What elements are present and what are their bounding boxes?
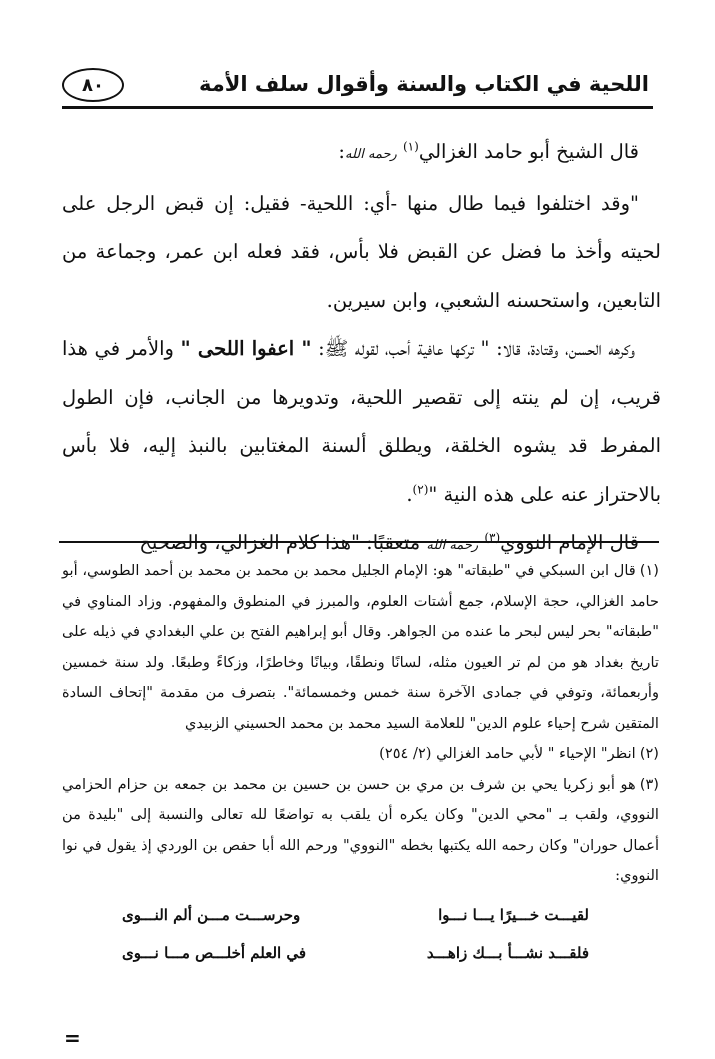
footnote-text: انظر" الإحياء " لأبي حامد الغزالي (٢/ ٢٥٤) (379, 745, 636, 762)
footnote-3 (62, 770, 659, 892)
page-number: ٨٠ (62, 68, 124, 102)
paragraph-4-text-cont: متعقبًا: "هذا كلام الغزالي، والصحيح (139, 531, 427, 554)
poem (62, 896, 659, 972)
paragraph-1-text: قال الشيخ أبو حامد الغزالي (418, 140, 639, 163)
paragraph-3-text-cont: والأمر في هذا قريب، إن لم ينته إلى تقصير اللحية، وتدويرها من الجانب، فإن الطول المفرط قد يشوه الخلقة، ويطلق ألسنة المغتابين بالنبذ إليه، فلا بأس بالاحتراز عنه على هذه النية " (62, 337, 661, 506)
poem-hemistich-right: فلقـــد نشـــأ بـــك زاهـــد (426, 943, 589, 962)
footnote-separator (59, 541, 659, 543)
main-text (62, 128, 661, 571)
footnote-ref-3: (٣) (484, 530, 501, 545)
paragraph-3 (62, 325, 661, 519)
honorific: رحمه الله (426, 538, 479, 553)
poem-verse (62, 934, 659, 972)
paragraph-4-text: قال الإمام النووي (500, 531, 639, 554)
honorific: رحمه الله (345, 147, 397, 162)
poem-hemistich-right: لقيـــت خـــيرًا يـــا نـــوا (438, 905, 589, 924)
poem-hemistich-left: وحرســـت مـــن ألم النـــوى (122, 905, 301, 924)
page-header (62, 66, 653, 112)
paragraph-1-tail: : (338, 140, 345, 163)
poem-verse (62, 896, 659, 934)
footnote-1 (62, 556, 659, 739)
footnote-ref-2: (٢) (412, 482, 429, 496)
paragraph-2: "وقد اختلفوا فيما طال منها -أي: اللحية- فقيل: إن قبض الرجل على لحيته وأخذ ما فضل عن القبض فلا بأس، فقد فعله ابن عمر، وجماعة من التابعين، واستحسنه الشعبي، وابن سيرين. (62, 191, 661, 312)
hadith-quote: " اعفوا اللحى " (180, 337, 312, 360)
footnote-text: قال ابن السبكي في "طبقاته" هو: الإمام الجليل محمد بن محمد بن محمد بن أحمد الطوسي، أبو حامد الغزالي، حجة الإسلام، جمع أشتات العلوم، والمبرز في المنطوق والمفهوم. وزاد المناوي في "طبقاته" بحر ليس لبحر ما عنده من الجواهر. وقال أبو إبراهيم الفتح بن علي البغدادي في ذيله على تاريخ بغداد هو من لم تر العيون مثله، لسانًا ونطقًا، وبيانًا وخاطرًا، وزكاءً وطبعًا. ولد سنة خمسين وأربعمائة، وتوفي في جمادى الآخرة سنة خمس وخمسمائة". بتصرف من مقدمة "إتحاف السادة المتقين شرح إحياء علوم الدين" للعلامة السيد محمد بن محمد الحسيني الزبيدي (62, 562, 659, 732)
footnote-number: (٣) (639, 775, 659, 793)
poem-hemistich-left: في العلم أخلـــص مـــا نـــوى (122, 943, 307, 962)
continuation-mark: = (64, 1026, 81, 1050)
running-title: اللحية في الكتاب والسنة وأقوال سلف الأمة (198, 72, 649, 96)
footnote-2 (62, 739, 659, 770)
paragraph-1 (62, 128, 661, 180)
footnotes (62, 556, 659, 972)
footnote-number: (١) (639, 562, 659, 579)
header-rule (62, 106, 653, 109)
footnote-text: هو أبو زكريا يحي بن شرف بن مري بن حسن بن حسين بن محمد بن جمعه بن حزام الحزامي النووي، ولقب بـ "محي الدين" وكان يكره أن يلقب به تواضعًا لله تعالى والنسبة إلى "بليدة من أعمال حوران" وكان رحمه الله يكتبها بخطه "النووي" ورحم الله أبا حفص بن الوردي إذ يقول في نوا النووي: (62, 775, 659, 884)
paragraph-3-text: وكرهه الحسن، وقتادة، قالا: " تركها عافية أحب، لقوله ﷺ: (311, 337, 636, 360)
paragraph-3-tail: . (406, 482, 413, 506)
footnote-ref-1: (١) (402, 139, 419, 154)
footnote-number: (٢) (639, 745, 659, 762)
